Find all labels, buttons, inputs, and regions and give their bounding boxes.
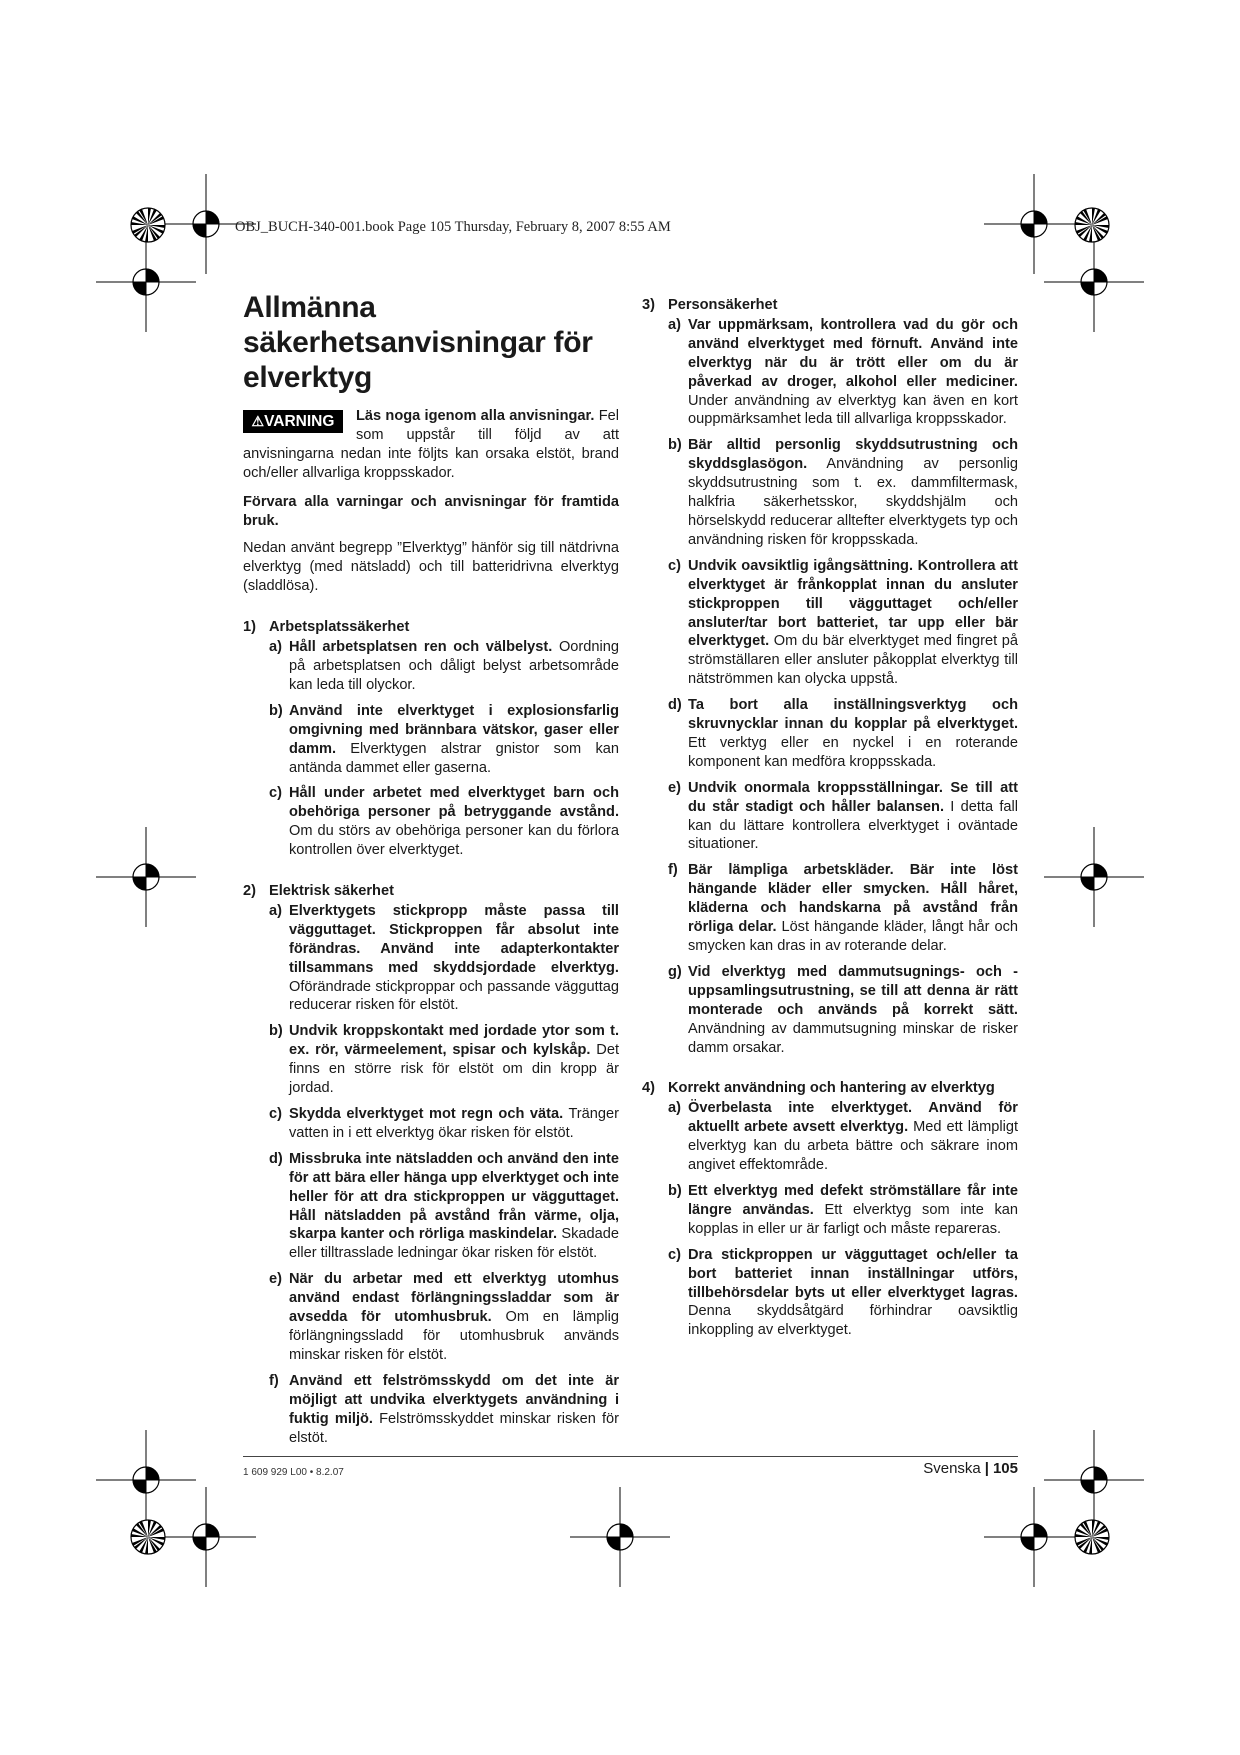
- item-letter: f): [668, 862, 678, 879]
- left-column: [243, 290, 619, 1454]
- footer-language: Svenska: [923, 1460, 981, 1477]
- item-text: [289, 1150, 619, 1263]
- list-item: [668, 696, 1018, 772]
- list-item: [269, 1022, 619, 1098]
- page-title: Allmänna säkerhetsanvisningar för elverktyg: [243, 291, 593, 394]
- section-title: Korrekt användning och hantering av elverktyg: [668, 1080, 995, 1097]
- item-text: [688, 316, 1018, 429]
- item-text: [688, 696, 1018, 772]
- footer-page-number: 105: [992, 1460, 1018, 1477]
- item-lead: Använd ett felströmsskydd om det inte är möjligt att undvika elverktygets användning i fuktig miljö.: [289, 1372, 619, 1427]
- list-item: [668, 1246, 1018, 1341]
- item-letter: c): [668, 1246, 681, 1263]
- list-item: [668, 436, 1018, 549]
- section-title: Personsäkerhet: [668, 297, 778, 313]
- section-1: [243, 618, 619, 860]
- item-lead: Undvik onormala kroppsställningar. Se till att du står stadigt och håller balansen.: [688, 779, 1018, 815]
- registration-starburst-icon: [131, 208, 165, 242]
- item-letter: f): [269, 1372, 279, 1389]
- item-body: Skadade eller tilltrasslade ledningar ökar risken för elstöt.: [289, 1226, 619, 1262]
- registration-starburst-icon: [131, 1520, 165, 1554]
- item-letter: c): [668, 557, 681, 574]
- item-body: Användning av personlig skyddsutrustning som t. ex. dammfiltermask, halkfria säkerhetsskor, skyddshjälm och hörselskydd reducerar alltefter elverktygets typ och användning risken för kroppsskada.: [688, 456, 1018, 548]
- list-item: [269, 784, 619, 860]
- item-letter: c): [269, 785, 282, 802]
- item-body: Användning av dammutsugning minskar de risker damm orsakar.: [688, 1020, 1018, 1056]
- warning-badge-label: VARNING: [264, 413, 335, 430]
- item-lead: Använd inte elverktyget i explosionsfarlig omgivning med brännbara vätskor, gaser eller damm.: [289, 702, 619, 757]
- item-letter: g): [668, 963, 682, 980]
- registration-cross-icon: [984, 174, 1084, 274]
- section-number: 1): [243, 619, 256, 636]
- registration-cross-icon: [96, 1430, 196, 1530]
- item-lead: Håll arbetsplatsen ren och välbelyst.: [289, 639, 553, 656]
- footer-rule: [243, 1456, 1018, 1457]
- item-body: Löst hängande kläder, långt hår och smycken kan dras in av roterande delar.: [688, 919, 1018, 954]
- section-4: [642, 1079, 1018, 1340]
- list-item: [668, 1182, 1018, 1239]
- item-lead: Undvik oavsiktlig igångsättning. Kontrollera att elverktyget är frånkopplat innan du ansluter stickproppen till vägguttaget och/eller ansluter/tar bort batteriet, tar upp eller bär elverktyget.: [688, 557, 1018, 650]
- item-text: [688, 779, 1018, 855]
- item-lead: Skydda elverktyget mot regn och väta.: [289, 1106, 564, 1122]
- item-lead: Undvik kroppskontakt med jordade ytor som t. ex. rör, värmeelement, spisar och kylskåp.: [289, 1023, 619, 1059]
- item-body: Ett verktyg eller en nyckel i en roterande komponent kan medföra kroppsskada.: [688, 734, 1018, 770]
- section-number: 3): [642, 297, 655, 313]
- section-number: 2): [243, 883, 256, 900]
- registration-cross-icon: [570, 1487, 670, 1587]
- item-text: [688, 1182, 1018, 1239]
- warning-lead: Läs noga igenom alla anvisningar.: [356, 408, 595, 424]
- item-lead: Elverktygets stickpropp måste passa till vägguttaget. Stickproppen får absolut inte förändras. Använd inte adapterkontakter tillsammans med skyddsjordade elverktyg.: [289, 902, 619, 976]
- registration-cross-icon: [984, 1487, 1084, 1587]
- registration-cross-icon: [1044, 827, 1144, 927]
- section-heading: [642, 1079, 1018, 1098]
- list-item: [668, 316, 1018, 429]
- item-text: [289, 784, 619, 860]
- list-item: [269, 1372, 619, 1448]
- item-letter: d): [269, 1150, 283, 1167]
- item-body: Under användning av elverktyg kan även en kort ouppmärksamhet leda till allvarliga kroppsskador.: [688, 392, 1018, 428]
- item-lead: Missbruka inte nätsladden och använd den inte för att bära eller hänga upp elverktyget och inte heller för att dra stickproppen ur vägguttaget. Håll nätsladden på avstånd från värme, olja, skarpa kanter och rörliga maskindelar.: [289, 1150, 619, 1243]
- section-2: [243, 882, 619, 1447]
- item-text: [688, 1099, 1018, 1175]
- list-item: [269, 1270, 619, 1365]
- item-body: Oförändrade stickproppar och passande vägguttag reducerar risken för elstöt.: [289, 978, 619, 1014]
- right-column: [642, 296, 1018, 1347]
- definition-paragraph: Nedan använt begrepp ”Elverktyg” hänför sig till nätdrivna elverktyg (med nätsladd) och till batteridrivna elverktyg (sladdlösa).: [243, 540, 619, 595]
- item-text: [289, 1022, 619, 1098]
- item-body: Tränger vatten in i ett elverktyg ökar risken för elstöt.: [289, 1106, 619, 1141]
- section-heading: [243, 882, 619, 901]
- list-item: [668, 861, 1018, 956]
- section-3: [642, 296, 1018, 1057]
- item-letter: e): [269, 1271, 282, 1288]
- item-text: [289, 902, 619, 1015]
- section-heading: [642, 296, 1018, 315]
- list-item: [269, 902, 619, 1015]
- item-letter: a): [668, 316, 681, 333]
- list-item: [668, 557, 1018, 689]
- registration-starburst-icon: [1075, 1520, 1109, 1554]
- section-title: Arbetsplatssäkerhet: [269, 619, 410, 636]
- item-letter: a): [668, 1100, 681, 1117]
- item-body: Oordning på arbetsplatsen och dåligt belyst arbetsområde kan leda till olyckor.: [289, 639, 619, 693]
- list-item: [269, 1105, 619, 1143]
- item-letter: b): [668, 437, 682, 454]
- item-body: I detta fall kan du lättare kontrollera elverktyget i oväntade situationer.: [688, 798, 1018, 853]
- item-lead: Bär alltid personlig skyddsutrustning och skyddsglasögon.: [688, 437, 1018, 473]
- item-lead: När du arbetar med ett elverktyg utomhus använd endast förlängningssladdar som är avsedda för utomhusbruk.: [289, 1271, 619, 1326]
- list-item: [668, 779, 1018, 855]
- item-body: Om du störs av obehöriga personer kan du förlora kontrollen över elverktyget.: [289, 823, 619, 859]
- warning-triangle-icon: ⚠: [251, 413, 265, 429]
- item-letter: c): [269, 1106, 282, 1122]
- warning-body: Fel som uppstår till följd av att anvisningarna nedan inte följts kan orsaka elstöt, brand och/eller allvarliga kroppsskador.: [243, 408, 619, 481]
- registration-cross-icon: [1044, 232, 1144, 332]
- section-number: 4): [642, 1080, 655, 1097]
- item-letter: a): [269, 902, 282, 919]
- list-item: [269, 702, 619, 778]
- item-body: Felströmsskyddet minskar risken för elstöt.: [289, 1410, 619, 1446]
- registration-cross-icon: [1044, 1430, 1144, 1530]
- item-lead: Var uppmärksam, kontrollera vad du gör och använd elverktyget med förnuft. Använd inte elverktyg när du är trött eller om du är påverkad av droger, alkohol eller mediciner.: [688, 316, 1018, 390]
- item-text: [688, 861, 1018, 956]
- section-title: Elektrisk säkerhet: [269, 883, 394, 900]
- list-item: [668, 963, 1018, 1058]
- item-body: Det finns en större risk för elstöt om din kropp är jordad.: [289, 1042, 620, 1097]
- item-body: Med ett lämpligt elverktyg kan du arbeta bättre och säkrare inom angivet effektområde.: [688, 1119, 1018, 1174]
- registration-cross-icon: [156, 1487, 256, 1587]
- item-letter: b): [269, 1023, 283, 1040]
- list-item: [269, 1150, 619, 1263]
- item-text: [289, 1372, 619, 1448]
- item-body: Elverktygen alstrar gnistor som kan antända dammet eller gaserna.: [289, 740, 619, 776]
- item-letter: b): [668, 1182, 682, 1199]
- registration-starburst-icon: [1075, 208, 1109, 242]
- item-text: [688, 557, 1018, 689]
- item-lead: Överbelasta inte elverktyget. Använd för aktuellt arbete avsett elverktyg.: [688, 1100, 1018, 1136]
- item-letter: a): [269, 639, 282, 656]
- list-item: [269, 638, 619, 695]
- footer-doc-code: 1 609 929 L00 • 8.2.07: [243, 1467, 344, 1478]
- warning-block: [243, 407, 619, 483]
- registration-cross-icon: [96, 232, 196, 332]
- item-lead: Vid elverktyg med dammutsugnings- och -uppsamlingsutrustning, se till att denna är rätt monterade och används på korrekt sätt.: [688, 963, 1018, 1018]
- book-header-info: OBJ_BUCH-340-001.book Page 105 Thursday, February 8, 2007 8:55 AM: [235, 219, 671, 235]
- section-heading: [243, 618, 619, 637]
- item-text: [289, 1270, 619, 1365]
- item-lead: Dra stickproppen ur vägguttaget och/eller ta bort batteriet innan inställningar utförs, tillbehörsdelar byts ut eller elverktyget lagras.: [688, 1246, 1018, 1301]
- item-text: [688, 436, 1018, 549]
- list-item: [668, 1099, 1018, 1175]
- item-body: Om en lämplig förlängningssladd för utomhusbruk används minskar risken för elstöt.: [289, 1309, 619, 1363]
- item-lead: Håll under arbetet med elverktyget barn och obehöriga personer på betryggande avstånd.: [289, 785, 619, 821]
- item-text: [289, 638, 619, 695]
- item-body: Om du bär elverktyget med fingret på strömställaren eller ansluter påkopplat elverktyg till nätströmmen kan olycka uppstå.: [688, 633, 1018, 688]
- item-text: [688, 1246, 1018, 1341]
- item-body: Denna skyddsåtgärd förhindrar oavsiktlig inkoppling av elverktyget.: [688, 1303, 1018, 1339]
- item-text: [289, 1105, 619, 1143]
- item-letter: e): [668, 779, 681, 796]
- registration-cross-icon: [96, 827, 196, 927]
- item-body: Ett elverktyg som inte kan kopplas in eller ur är farligt och måste repareras.: [688, 1201, 1018, 1237]
- footer-page-label: [923, 1460, 1018, 1477]
- warning-badge: [243, 410, 343, 433]
- item-letter: d): [668, 697, 682, 714]
- item-text: [688, 963, 1018, 1058]
- keep-notice: Förvara alla varningar och anvisningar för framtida bruk.: [243, 493, 619, 529]
- item-text: [289, 702, 619, 778]
- footer-separator: |: [984, 1460, 989, 1477]
- item-lead: Bär lämpliga arbetskläder. Bär inte löst hängande kläder eller smycken. Håll håret, kläderna och handskarna på avstånd från rörliga delar.: [688, 862, 1018, 936]
- item-lead: Ta bort alla inställningsverktyg och skruvnycklar innan du kopplar på elverktyget.: [688, 697, 1018, 733]
- item-letter: b): [269, 702, 283, 719]
- item-lead: Ett elverktyg med defekt strömställare får inte längre användas.: [688, 1182, 1018, 1218]
